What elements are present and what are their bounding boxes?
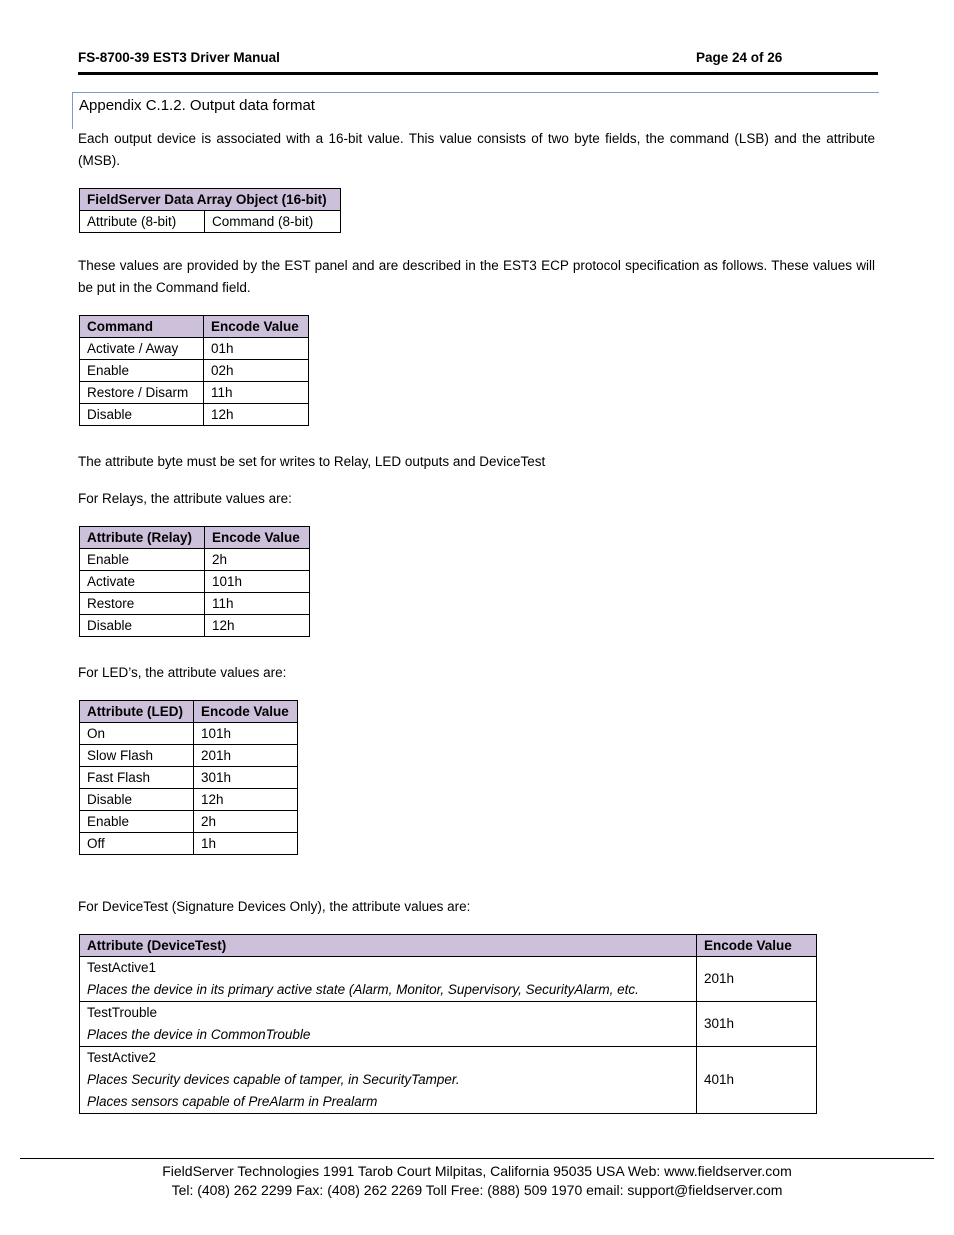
led-attribute-value: 1h bbox=[194, 833, 298, 855]
table-row bbox=[80, 382, 309, 404]
relay-attribute-value: 11h bbox=[205, 593, 310, 615]
relay-attribute-header: Attribute (Relay) bbox=[80, 527, 205, 549]
relay-attribute-table bbox=[79, 526, 310, 637]
attribute-note: The attribute byte must be set for writes to Relay, LED outputs and DeviceTest bbox=[78, 454, 546, 469]
relay-attribute-value: 12h bbox=[205, 615, 310, 637]
led-attribute-name: Disable bbox=[80, 789, 194, 811]
led-attribute-name: Fast Flash bbox=[80, 767, 194, 789]
devicetest-attribute-header: Attribute (DeviceTest) bbox=[80, 935, 697, 957]
object-cell-command: Command (8-bit) bbox=[205, 211, 341, 233]
encode-value-header: Encode Value bbox=[697, 935, 817, 957]
encode-value-header: Encode Value bbox=[204, 316, 309, 338]
table-row bbox=[80, 789, 298, 811]
devicetest-attribute-name: TestTrouble bbox=[87, 1005, 158, 1020]
command-value: 02h bbox=[204, 360, 309, 382]
table-row bbox=[80, 811, 298, 833]
devicetest-attribute-table bbox=[79, 934, 817, 1114]
table-row bbox=[80, 338, 309, 360]
led-attribute-name: Off bbox=[80, 833, 194, 855]
led-attribute-name: Enable bbox=[80, 811, 194, 833]
relay-attribute-name: Restore bbox=[80, 593, 205, 615]
section-title: Appendix C.1.2. Output data format bbox=[79, 97, 315, 114]
command-value: 11h bbox=[204, 382, 309, 404]
devicetest-attribute-value: 401h bbox=[697, 1047, 817, 1114]
footer-rule bbox=[20, 1158, 934, 1159]
table-row bbox=[80, 360, 309, 382]
led-attribute-value: 12h bbox=[194, 789, 298, 811]
devicetest-attribute-description: Places sensors capable of PreAlarm in Prealarm bbox=[87, 1094, 378, 1109]
devicetest-attribute-name: TestActive1 bbox=[87, 960, 157, 975]
encode-value-header: Encode Value bbox=[205, 527, 310, 549]
table-row bbox=[80, 1002, 817, 1047]
table-row bbox=[80, 404, 309, 426]
devicetest-attribute-value: 301h bbox=[697, 1002, 817, 1047]
led-attribute-value: 301h bbox=[194, 767, 298, 789]
table-row bbox=[80, 593, 310, 615]
footer-contact: Tel: (408) 262 2299 Fax: (408) 262 2269 Toll Free: (888) 509 1970 email: support@fieldserver.com bbox=[171, 1182, 783, 1198]
table-row bbox=[80, 767, 298, 789]
command-name: Restore / Disarm bbox=[80, 382, 204, 404]
table-row bbox=[80, 723, 298, 745]
led-attribute-table bbox=[79, 700, 298, 855]
table-row bbox=[80, 549, 310, 571]
led-attribute-name: On bbox=[80, 723, 194, 745]
command-name: Activate / Away bbox=[80, 338, 204, 360]
command-table bbox=[79, 315, 309, 426]
command-name: Disable bbox=[80, 404, 204, 426]
command-name: Enable bbox=[80, 360, 204, 382]
relay-intro: For Relays, the attribute values are: bbox=[78, 491, 292, 506]
devicetest-attribute-description: Places the device in its primary active state (Alarm, Monitor, Supervisory, SecurityAlarm, etc. bbox=[87, 982, 639, 997]
table-row bbox=[80, 615, 310, 637]
devicetest-attribute-name: TestActive2 bbox=[87, 1050, 157, 1065]
relay-attribute-value: 101h bbox=[205, 571, 310, 593]
led-intro: For LED’s, the attribute values are: bbox=[78, 665, 287, 680]
devicetest-attribute-value: 201h bbox=[697, 957, 817, 1002]
footer-address: FieldServer Technologies 1991 Tarob Court Milpitas, California 95035 USA Web: www.fieldserver.com bbox=[162, 1163, 792, 1179]
object-table-header: FieldServer Data Array Object (16-bit) bbox=[80, 189, 341, 211]
devicetest-attribute-description: Places the device in CommonTrouble bbox=[87, 1027, 311, 1042]
command-value: 01h bbox=[204, 338, 309, 360]
devicetest-intro: For DeviceTest (Signature Devices Only), the attribute values are: bbox=[78, 899, 471, 914]
led-attribute-value: 201h bbox=[194, 745, 298, 767]
relay-attribute-name: Activate bbox=[80, 571, 205, 593]
relay-attribute-name: Enable bbox=[80, 549, 205, 571]
table-row bbox=[80, 957, 817, 1002]
table-row bbox=[80, 745, 298, 767]
command-header: Command bbox=[80, 316, 204, 338]
led-attribute-name: Slow Flash bbox=[80, 745, 194, 767]
document-title: FS-8700-39 EST3 Driver Manual bbox=[78, 50, 280, 65]
header-rule bbox=[78, 72, 878, 75]
led-attribute-value: 2h bbox=[194, 811, 298, 833]
data-array-object-table bbox=[79, 188, 341, 233]
table-row bbox=[80, 833, 298, 855]
led-attribute-value: 101h bbox=[194, 723, 298, 745]
encode-value-header: Encode Value bbox=[194, 701, 298, 723]
devicetest-attribute-description: Places Security devices capable of tamper, in SecurityTamper. bbox=[87, 1072, 460, 1087]
intro-paragraph: Each output device is associated with a 16-bit value. This value consists of two byte fields, the command (LSB) and the attribute (MSB). bbox=[78, 131, 875, 168]
object-cell-attribute: Attribute (8-bit) bbox=[80, 211, 205, 233]
relay-attribute-value: 2h bbox=[205, 549, 310, 571]
page-number: Page 24 of 26 bbox=[696, 50, 783, 65]
command-value: 12h bbox=[204, 404, 309, 426]
led-attribute-header: Attribute (LED) bbox=[80, 701, 194, 723]
table-row bbox=[80, 1047, 817, 1114]
command-intro-paragraph: These values are provided by the EST panel and are described in the EST3 ECP protocol specification as follows. These values will be put in the Command field. bbox=[78, 258, 875, 295]
relay-attribute-name: Disable bbox=[80, 615, 205, 637]
table-row bbox=[80, 571, 310, 593]
